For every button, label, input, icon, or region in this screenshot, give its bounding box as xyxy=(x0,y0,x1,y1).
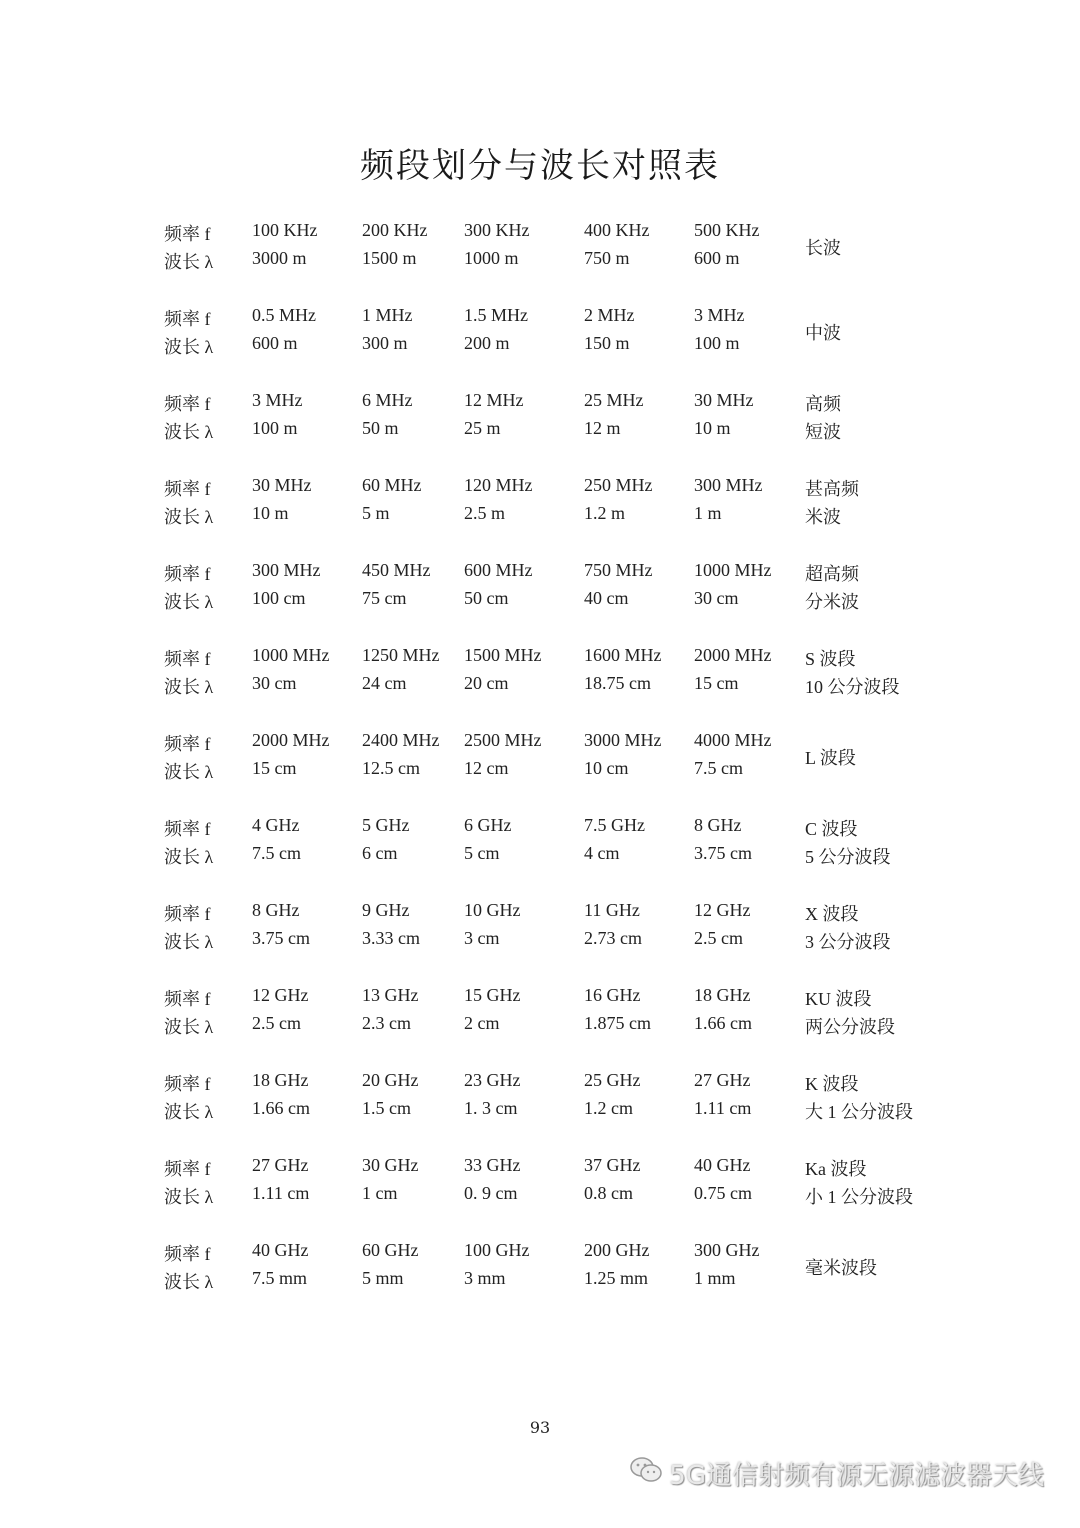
wavelength-value: 25 m xyxy=(464,418,501,438)
wavelength-value: 1.2 m xyxy=(584,503,626,523)
wavelength-value: 2.5 cm xyxy=(694,928,743,948)
frequency-value: 12 MHz xyxy=(464,390,524,410)
frequency-value: 0.5 MHz xyxy=(252,305,316,325)
wavelength-value: 6 cm xyxy=(362,843,398,863)
wavelength-label: 波长 λ xyxy=(164,1102,214,1122)
frequency-value: 12 GHz xyxy=(252,985,309,1005)
band-alias: 两公分波段 xyxy=(805,1017,895,1037)
frequency-value: 11 GHz xyxy=(584,900,640,920)
frequency-value: 1 MHz xyxy=(362,305,413,325)
band-group xyxy=(0,1240,1080,1300)
wavelength-value: 40 cm xyxy=(584,588,629,608)
frequency-value: 3 MHz xyxy=(694,305,745,325)
page-title: 频段划分与波长对照表 xyxy=(360,146,720,186)
frequency-value: 8 GHz xyxy=(694,815,742,835)
wavelength-value: 3000 m xyxy=(252,248,307,268)
band-group xyxy=(0,815,1080,875)
frequency-value: 25 GHz xyxy=(584,1070,641,1090)
freq-label: 频率 f xyxy=(164,734,211,754)
frequency-value: 13 GHz xyxy=(362,985,419,1005)
wavelength-value: 50 m xyxy=(362,418,399,438)
wavelength-value: 4 cm xyxy=(584,843,620,863)
frequency-value: 100 GHz xyxy=(464,1240,530,1260)
freq-label: 频率 f xyxy=(164,1074,211,1094)
frequency-value: 4 GHz xyxy=(252,815,300,835)
frequency-value: 40 GHz xyxy=(252,1240,309,1260)
wavelength-value: 3.33 cm xyxy=(362,928,420,948)
frequency-value: 250 MHz xyxy=(584,475,653,495)
wavelength-value: 12.5 cm xyxy=(362,758,420,778)
frequency-value: 1600 MHz xyxy=(584,645,662,665)
band-name: 毫米波段 xyxy=(805,1258,877,1278)
wavelength-value: 750 m xyxy=(584,248,630,268)
wavelength-value: 100 m xyxy=(694,333,740,353)
freq-label: 频率 f xyxy=(164,819,211,839)
wavelength-value: 75 cm xyxy=(362,588,407,608)
wavelength-value: 300 m xyxy=(362,333,408,353)
wavelength-value: 30 cm xyxy=(252,673,297,693)
frequency-value: 33 GHz xyxy=(464,1155,521,1175)
band-group xyxy=(0,560,1080,620)
frequency-value: 5 GHz xyxy=(362,815,410,835)
wavelength-value: 30 cm xyxy=(694,588,739,608)
band-name: K 波段 xyxy=(805,1074,859,1094)
frequency-value: 400 KHz xyxy=(584,220,650,240)
frequency-value: 4000 MHz xyxy=(694,730,772,750)
frequency-value: 37 GHz xyxy=(584,1155,641,1175)
wavelength-value: 1.5 cm xyxy=(362,1098,411,1118)
band-name: 中波 xyxy=(805,323,841,343)
frequency-value: 10 GHz xyxy=(464,900,521,920)
watermark xyxy=(629,1455,1044,1492)
band-name: X 波段 xyxy=(805,904,859,924)
wavelength-label: 波长 λ xyxy=(164,507,214,527)
wavelength-value: 5 cm xyxy=(464,843,500,863)
frequency-value: 500 KHz xyxy=(694,220,760,240)
band-group xyxy=(0,1070,1080,1130)
wavelength-value: 1. 3 cm xyxy=(464,1098,518,1118)
wavelength-value: 0.8 cm xyxy=(584,1183,633,1203)
band-name: KU 波段 xyxy=(805,989,872,1009)
wavelength-label: 波长 λ xyxy=(164,592,214,612)
band-group xyxy=(0,900,1080,960)
band-group xyxy=(0,475,1080,535)
wavelength-value: 1.11 cm xyxy=(694,1098,752,1118)
band-name: Ka 波段 xyxy=(805,1159,867,1179)
wavelength-value: 10 cm xyxy=(584,758,629,778)
wavelength-value: 12 cm xyxy=(464,758,509,778)
wavelength-value: 0.75 cm xyxy=(694,1183,752,1203)
band-alias: 分米波 xyxy=(805,592,859,612)
wavelength-value: 1500 m xyxy=(362,248,417,268)
frequency-value: 300 KHz xyxy=(464,220,530,240)
frequency-value: 200 GHz xyxy=(584,1240,650,1260)
frequency-value: 1000 MHz xyxy=(252,645,330,665)
band-alias: 米波 xyxy=(805,507,841,527)
wavelength-value: 15 cm xyxy=(694,673,739,693)
wavelength-value: 2 cm xyxy=(464,1013,500,1033)
band-group xyxy=(0,220,1080,280)
wavelength-value: 1 mm xyxy=(694,1268,736,1288)
frequency-value: 30 GHz xyxy=(362,1155,419,1175)
frequency-value: 8 GHz xyxy=(252,900,300,920)
wavelength-label: 波长 λ xyxy=(164,677,214,697)
frequency-value: 27 GHz xyxy=(694,1070,751,1090)
wavelength-value: 0. 9 cm xyxy=(464,1183,518,1203)
wavelength-value: 3 mm xyxy=(464,1268,506,1288)
wavelength-label: 波长 λ xyxy=(164,762,214,782)
frequency-value: 25 MHz xyxy=(584,390,644,410)
frequency-value: 200 KHz xyxy=(362,220,428,240)
wavelength-value: 100 m xyxy=(252,418,298,438)
frequency-value: 7.5 GHz xyxy=(584,815,645,835)
frequency-value: 2 MHz xyxy=(584,305,635,325)
band-group xyxy=(0,645,1080,705)
band-name: 高频 xyxy=(805,394,841,414)
wavelength-value: 20 cm xyxy=(464,673,509,693)
frequency-value: 1000 MHz xyxy=(694,560,772,580)
wavelength-value: 1.66 cm xyxy=(694,1013,752,1033)
wavelength-value: 1 cm xyxy=(362,1183,398,1203)
wavelength-value: 1.66 cm xyxy=(252,1098,310,1118)
band-name: C 波段 xyxy=(805,819,858,839)
wavelength-value: 1.25 mm xyxy=(584,1268,649,1288)
wavelength-value: 150 m xyxy=(584,333,630,353)
wavelength-value: 3.75 cm xyxy=(252,928,310,948)
wavelength-value: 10 m xyxy=(252,503,289,523)
wavelength-value: 12 m xyxy=(584,418,621,438)
wavelength-value: 2.3 cm xyxy=(362,1013,411,1033)
frequency-value: 20 GHz xyxy=(362,1070,419,1090)
frequency-value: 750 MHz xyxy=(584,560,653,580)
freq-label: 频率 f xyxy=(164,564,211,584)
wavelength-value: 7.5 cm xyxy=(252,843,301,863)
wavelength-value: 3.75 cm xyxy=(694,843,752,863)
wechat-icon xyxy=(629,1455,663,1492)
frequency-value: 2000 MHz xyxy=(252,730,330,750)
frequency-value: 27 GHz xyxy=(252,1155,309,1175)
band-alias: 10 公分波段 xyxy=(805,677,900,697)
frequency-value: 60 MHz xyxy=(362,475,422,495)
page-number: 93 xyxy=(529,1418,551,1437)
freq-label: 频率 f xyxy=(164,309,211,329)
frequency-value: 3 MHz xyxy=(252,390,303,410)
frequency-value: 60 GHz xyxy=(362,1240,419,1260)
wavelength-value: 2.5 m xyxy=(464,503,506,523)
watermark-text: 5G通信射频有源无源滤波器天线 xyxy=(669,1461,1044,1491)
wavelength-value: 2.73 cm xyxy=(584,928,642,948)
band-alias: 短波 xyxy=(805,422,841,442)
frequency-value: 6 GHz xyxy=(464,815,512,835)
freq-label: 频率 f xyxy=(164,1159,211,1179)
wavelength-label: 波长 λ xyxy=(164,932,214,952)
band-alias: 小 1 公分波段 xyxy=(805,1187,913,1207)
frequency-value: 40 GHz xyxy=(694,1155,751,1175)
wavelength-value: 1000 m xyxy=(464,248,519,268)
frequency-value: 9 GHz xyxy=(362,900,410,920)
band-group xyxy=(0,730,1080,790)
wavelength-value: 7.5 cm xyxy=(694,758,743,778)
wavelength-label: 波长 λ xyxy=(164,1272,214,1292)
wavelength-value: 600 m xyxy=(694,248,740,268)
wavelength-value: 10 m xyxy=(694,418,731,438)
wavelength-label: 波长 λ xyxy=(164,337,214,357)
band-name: 甚高频 xyxy=(805,479,859,499)
frequency-value: 450 MHz xyxy=(362,560,431,580)
band-name: 超高频 xyxy=(805,564,859,584)
band-group xyxy=(0,305,1080,365)
wavelength-value: 24 cm xyxy=(362,673,407,693)
band-name: S 波段 xyxy=(805,649,856,669)
wavelength-value: 1.875 cm xyxy=(584,1013,651,1033)
band-alias: 5 公分波段 xyxy=(805,847,891,867)
frequency-value: 2000 MHz xyxy=(694,645,772,665)
wavelength-value: 5 mm xyxy=(362,1268,404,1288)
wavelength-value: 2.5 cm xyxy=(252,1013,301,1033)
band-group xyxy=(0,390,1080,450)
frequency-value: 1250 MHz xyxy=(362,645,440,665)
band-name: 长波 xyxy=(805,238,841,258)
wavelength-label: 波长 λ xyxy=(164,1187,214,1207)
wavelength-value: 3 cm xyxy=(464,928,500,948)
freq-label: 频率 f xyxy=(164,394,211,414)
frequency-value: 18 GHz xyxy=(252,1070,309,1090)
frequency-value: 120 MHz xyxy=(464,475,533,495)
frequency-value: 30 MHz xyxy=(694,390,754,410)
wavelength-value: 50 cm xyxy=(464,588,509,608)
band-alias: 3 公分波段 xyxy=(805,932,891,952)
frequency-value: 1.5 MHz xyxy=(464,305,528,325)
frequency-value: 300 MHz xyxy=(252,560,321,580)
wavelength-value: 600 m xyxy=(252,333,298,353)
wavelength-label: 波长 λ xyxy=(164,252,214,272)
wavelength-value: 200 m xyxy=(464,333,510,353)
freq-label: 频率 f xyxy=(164,989,211,1009)
frequency-value: 15 GHz xyxy=(464,985,521,1005)
wavelength-label: 波长 λ xyxy=(164,422,214,442)
freq-label: 频率 f xyxy=(164,1244,211,1264)
frequency-value: 100 KHz xyxy=(252,220,318,240)
frequency-value: 3000 MHz xyxy=(584,730,662,750)
frequency-value: 6 MHz xyxy=(362,390,413,410)
band-group xyxy=(0,1155,1080,1215)
frequency-value: 16 GHz xyxy=(584,985,641,1005)
band-alias: 大 1 公分波段 xyxy=(805,1102,913,1122)
frequency-value: 30 MHz xyxy=(252,475,312,495)
wavelength-value: 1 m xyxy=(694,503,722,523)
freq-label: 频率 f xyxy=(164,479,211,499)
wavelength-value: 100 cm xyxy=(252,588,306,608)
wavelength-value: 5 m xyxy=(362,503,390,523)
frequency-value: 300 MHz xyxy=(694,475,763,495)
frequency-value: 2400 MHz xyxy=(362,730,440,750)
wavelength-value: 7.5 mm xyxy=(252,1268,308,1288)
wavelength-value: 15 cm xyxy=(252,758,297,778)
wavelength-label: 波长 λ xyxy=(164,1017,214,1037)
band-group xyxy=(0,985,1080,1045)
frequency-value: 1500 MHz xyxy=(464,645,542,665)
frequency-value: 2500 MHz xyxy=(464,730,542,750)
freq-label: 频率 f xyxy=(164,224,211,244)
freq-label: 频率 f xyxy=(164,904,211,924)
frequency-value: 12 GHz xyxy=(694,900,751,920)
frequency-value: 300 GHz xyxy=(694,1240,760,1260)
freq-label: 频率 f xyxy=(164,649,211,669)
wavelength-value: 1.11 cm xyxy=(252,1183,310,1203)
band-name: L 波段 xyxy=(805,748,856,768)
frequency-value: 23 GHz xyxy=(464,1070,521,1090)
frequency-value: 18 GHz xyxy=(694,985,751,1005)
wavelength-value: 18.75 cm xyxy=(584,673,651,693)
wavelength-label: 波长 λ xyxy=(164,847,214,867)
wavelength-value: 1.2 cm xyxy=(584,1098,633,1118)
frequency-value: 600 MHz xyxy=(464,560,533,580)
